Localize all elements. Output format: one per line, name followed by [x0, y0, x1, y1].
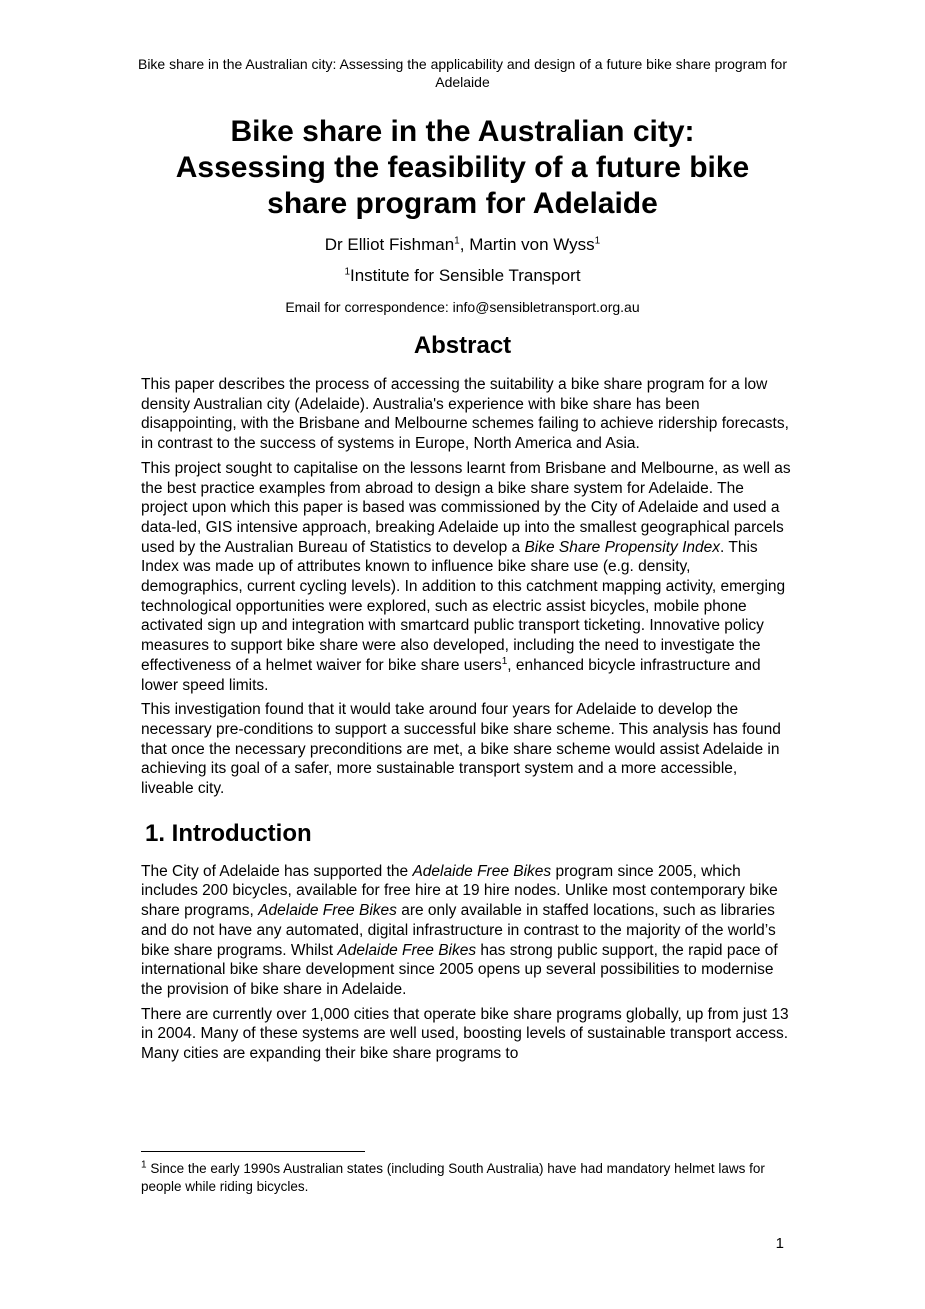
affiliation-name: Institute for Sensible Transport	[350, 266, 581, 285]
italic-term: Adelaide Free Bikes	[337, 941, 477, 959]
text-run: has strong public support, the rapid pace of international bike share development since 2005 opens up several possibilities to modernise the provision of bike share in Adelaide.	[141, 941, 778, 998]
affiliation-mark: 1	[454, 235, 460, 247]
paper-title	[100, 114, 825, 222]
title-line: share program for Adelaide	[267, 187, 658, 220]
page-number: 1	[775, 1235, 784, 1252]
footnote-separator	[141, 1151, 365, 1152]
intro-paragraph: There are currently over 1,000 cities that operate bike share programs globally, up from just 13 in 2004. Many of these systems are well used, boosting levels of sustainable transport access. Many cities are expanding their bike share programs to	[141, 1005, 789, 1063]
text-run: program since 2005, which includes 200 bicycles, available for free hire at 19 hire nodes. Unlike most contemporary bike share programs,	[141, 862, 778, 920]
affiliation	[120, 265, 805, 287]
correspondence-email: Email for correspondence: info@sensibletransport.org.au	[285, 299, 640, 315]
abstract-paragraph: This paper describes the process of accessing the suitability a bike share program for a low density Australian city (Adelaide). Australia's experience with bike share has been disappointing, with the Brisbane and Melbourne schemes failing to achieve ridership forecasts, in contrast to the success of systems in Europe, North America and Asia.	[141, 376, 789, 453]
footnote	[141, 1160, 793, 1196]
author-list	[120, 234, 805, 256]
abstract-paragraph	[141, 459, 793, 695]
text-run: . This Index was made up of attributes known to influence bike share use (e.g. density, demographics, current cycling levels). In addition to this catchment mapping activity, emerging technological opportunities were explored, such as electric assist bicycles, mobile phone activated sign up and integration with smartcard public transport ticketing. Innovative policy measures to support bike share were also developed, including the need to investigate the effectiveness of a helmet waiver for bike share users	[141, 538, 786, 674]
footnote-text: Since the early 1990s Australian states (including South Australia) have had mandatory helmet laws for people while riding bicycles.	[141, 1161, 765, 1194]
italic-term: Adelaide Free Bikes	[412, 862, 552, 880]
text-run: The City of Adelaide has supported the	[141, 862, 413, 880]
affiliation-mark: 1	[594, 235, 601, 247]
text-run: are only available in staffed locations, such as libraries and do not have any automated, digital infrastructure in contrast to the majority of the world’s bike share programs. Whilst	[141, 902, 776, 959]
body-text	[141, 375, 793, 1069]
abstract-paragraph: This investigation found that it would take around four years for Adelaide to develop the necessary pre-conditions to support a successful bike share scheme. This analysis has found that once the necessary preconditions are met, a bike share scheme would assist Adelaide in achieving its goal of a safer, more sustainable transport system and a more accessible, liveable city.	[141, 701, 781, 798]
title-line: Bike share in the Australian city:	[230, 115, 695, 148]
text-run: , enhanced bicycle infrastructure and lower speed limits.	[141, 656, 761, 694]
footnote-mark: 1	[141, 1159, 147, 1171]
italic-term: Bike Share Propensity Index	[524, 538, 721, 556]
footnote-ref: 1	[501, 655, 508, 667]
affiliation-mark: 1	[344, 266, 350, 278]
author-name: Dr Elliot Fishman	[324, 235, 455, 254]
italic-term: Adelaide Free Bikes	[258, 902, 397, 920]
running-header: Bike share in the Australian city: Assessing the applicability and design of a future bike share program for Adelaide	[137, 56, 788, 90]
intro-paragraph	[141, 862, 793, 1000]
author-separator: ,	[459, 235, 470, 254]
section-heading-introduction: 1. Introduction	[145, 819, 312, 847]
author-name: Martin von Wyss	[469, 235, 595, 254]
text-run: This project sought to capitalise on the lessons learnt from Brisbane and Melbourne, as well as the best practice examples from abroad to design a bike share system for Adelaide. The project upon which this paper is based was commissioned by the City of Adelaide and used a data-led, GIS intensive approach, breaking Adelaide up into the smallest geographical parcels used by the Australian Bureau of Statistics to develop a	[141, 459, 791, 556]
title-line: Assessing the feasibility of a future bike	[175, 151, 750, 184]
abstract-heading: Abstract	[413, 332, 512, 359]
